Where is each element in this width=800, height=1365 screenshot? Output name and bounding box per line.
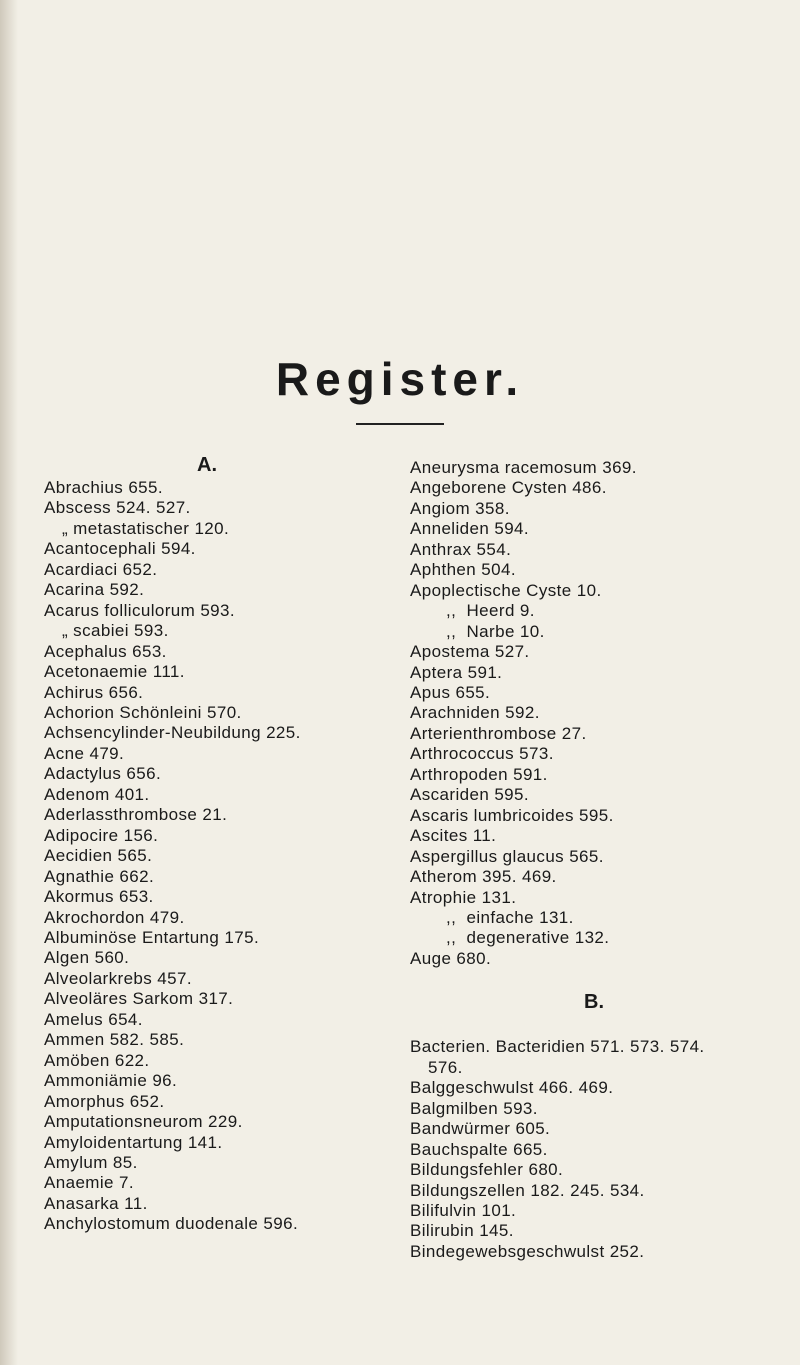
index-entry: 576.	[428, 1057, 463, 1077]
index-entry: Angeborene Cysten 486.	[410, 478, 607, 498]
index-entry: Achirus 656.	[44, 682, 144, 702]
right-entry-list-b	[410, 1037, 795, 1262]
index-entry: Balgmilben 593.	[410, 1098, 538, 1118]
index-entry: Achorion Schönleini 570.	[44, 702, 242, 722]
index-entry: Bandwürmer 605.	[410, 1119, 551, 1139]
index-entry: Arachniden 592.	[410, 703, 540, 723]
index-entry: Aptera 591.	[410, 662, 503, 682]
index-entry: Acarus folliculorum 593.	[44, 600, 236, 620]
right-entry-list-a	[410, 458, 795, 969]
index-entry: Bilifulvin 101.	[410, 1200, 517, 1220]
index-entry: Aspergillus glaucus 565.	[410, 846, 604, 866]
index-entry: Bildungszellen 182. 245. 534.	[410, 1180, 645, 1200]
left-column	[44, 454, 384, 1235]
index-entry: Bilirubin 145.	[410, 1221, 514, 1241]
index-entry: Acantocephali 594.	[44, 539, 196, 559]
index-entry: Acephalus 653.	[44, 641, 167, 661]
section-letter-a: A.	[197, 454, 217, 476]
right-column	[410, 458, 795, 1262]
index-entry: Amorphus 652.	[44, 1091, 165, 1111]
index-entry: ,, einfache 131.	[446, 907, 574, 927]
index-entry: Anaemie 7.	[44, 1173, 134, 1193]
index-entry: Bacterien. Bacteridien 571. 573. 574.	[410, 1037, 705, 1057]
index-entry: Ascites 11.	[410, 826, 497, 846]
index-entry: Acetonaemie 111.	[44, 662, 185, 682]
index-entry: Alveolarkrebs 457.	[44, 968, 192, 988]
index-entry: Amelus 654.	[44, 1009, 143, 1029]
index-entry: Arterienthrombose 27.	[410, 723, 587, 743]
binding-shadow	[0, 0, 18, 1365]
index-entry: Ammen 582. 585.	[44, 1030, 185, 1050]
index-entry: Adenom 401.	[44, 784, 150, 804]
index-entry: Apostema 527.	[410, 642, 530, 662]
index-entry: Amputationsneurom 229.	[44, 1112, 243, 1132]
index-entry: Amylum 85.	[44, 1152, 138, 1172]
index-entry: Aderlassthrombose 21.	[44, 805, 228, 825]
index-entry: „ metastatischer 120.	[62, 518, 230, 538]
index-entry: Akormus 653.	[44, 887, 154, 907]
index-entry: Akrochordon 479.	[44, 907, 185, 927]
index-entry: Bauchspalte 665.	[410, 1139, 548, 1159]
index-entry: Ascariden 595.	[410, 785, 530, 805]
index-entry: Anneliden 594.	[410, 519, 530, 539]
index-entry: Arthropoden 591.	[410, 764, 548, 784]
index-entry: Aecidien 565.	[44, 846, 153, 866]
index-entry: Balggeschwulst 466. 469.	[410, 1078, 614, 1098]
index-entry: Algen 560.	[44, 948, 130, 968]
index-entry: Auge 680.	[410, 948, 492, 968]
index-entry: Angiom 358.	[410, 498, 510, 518]
index-entry: Bindegewebsgeschwulst 252.	[410, 1241, 645, 1261]
index-entry: Apoplectische Cyste 10.	[410, 580, 602, 600]
index-entry: ,, Narbe 10.	[446, 621, 545, 641]
index-entry: ,, Heerd 9.	[446, 601, 535, 621]
index-entry: Abscess 524. 527.	[44, 498, 191, 518]
page-title: Register.	[275, 353, 525, 405]
section-letter-b: B.	[584, 991, 604, 1014]
index-entry: Acarina 592.	[44, 580, 145, 600]
index-entry: ,, degenerative 132.	[446, 928, 610, 948]
index-entry: Bildungsfehler 680.	[410, 1160, 564, 1180]
index-entry: Arthrococcus 573.	[410, 744, 554, 764]
index-entry: Atherom 395. 469.	[410, 867, 557, 887]
index-entry: Anasarka 11.	[44, 1193, 148, 1213]
index-entry: „ scabiei 593.	[62, 621, 169, 641]
index-entry: Ascaris lumbricoides 595.	[410, 805, 614, 825]
index-entry: Alveoläres Sarkom 317.	[44, 989, 234, 1009]
index-entry: Anthrax 554.	[410, 539, 512, 559]
title-divider	[356, 423, 444, 425]
index-entry: Agnathie 662.	[44, 866, 155, 886]
index-entry: Aphthen 504.	[410, 560, 516, 580]
left-entry-list	[44, 478, 384, 1235]
index-entry: Acardiaci 652.	[44, 559, 158, 579]
index-entry: Adactylus 656.	[44, 764, 162, 784]
index-entry: Amyloidentartung 141.	[44, 1132, 223, 1152]
index-entry: Achsencylinder-Neubildung 225.	[44, 723, 301, 743]
index-entry: Acne 479.	[44, 743, 125, 763]
index-entry: Aneurysma racemosum 369.	[410, 458, 637, 477]
index-entry: Abrachius 655.	[44, 478, 164, 497]
index-entry: Anchylostomum duodenale 596.	[44, 1214, 299, 1234]
index-entry: Ammoniämie 96.	[44, 1071, 178, 1091]
index-entry: Apus 655.	[410, 682, 491, 702]
index-entry: Atrophie 131.	[410, 887, 517, 907]
index-entry: Albuminöse Entartung 175.	[44, 927, 260, 947]
index-entry: Amöben 622.	[44, 1050, 150, 1070]
index-entry: Adipocire 156.	[44, 825, 159, 845]
